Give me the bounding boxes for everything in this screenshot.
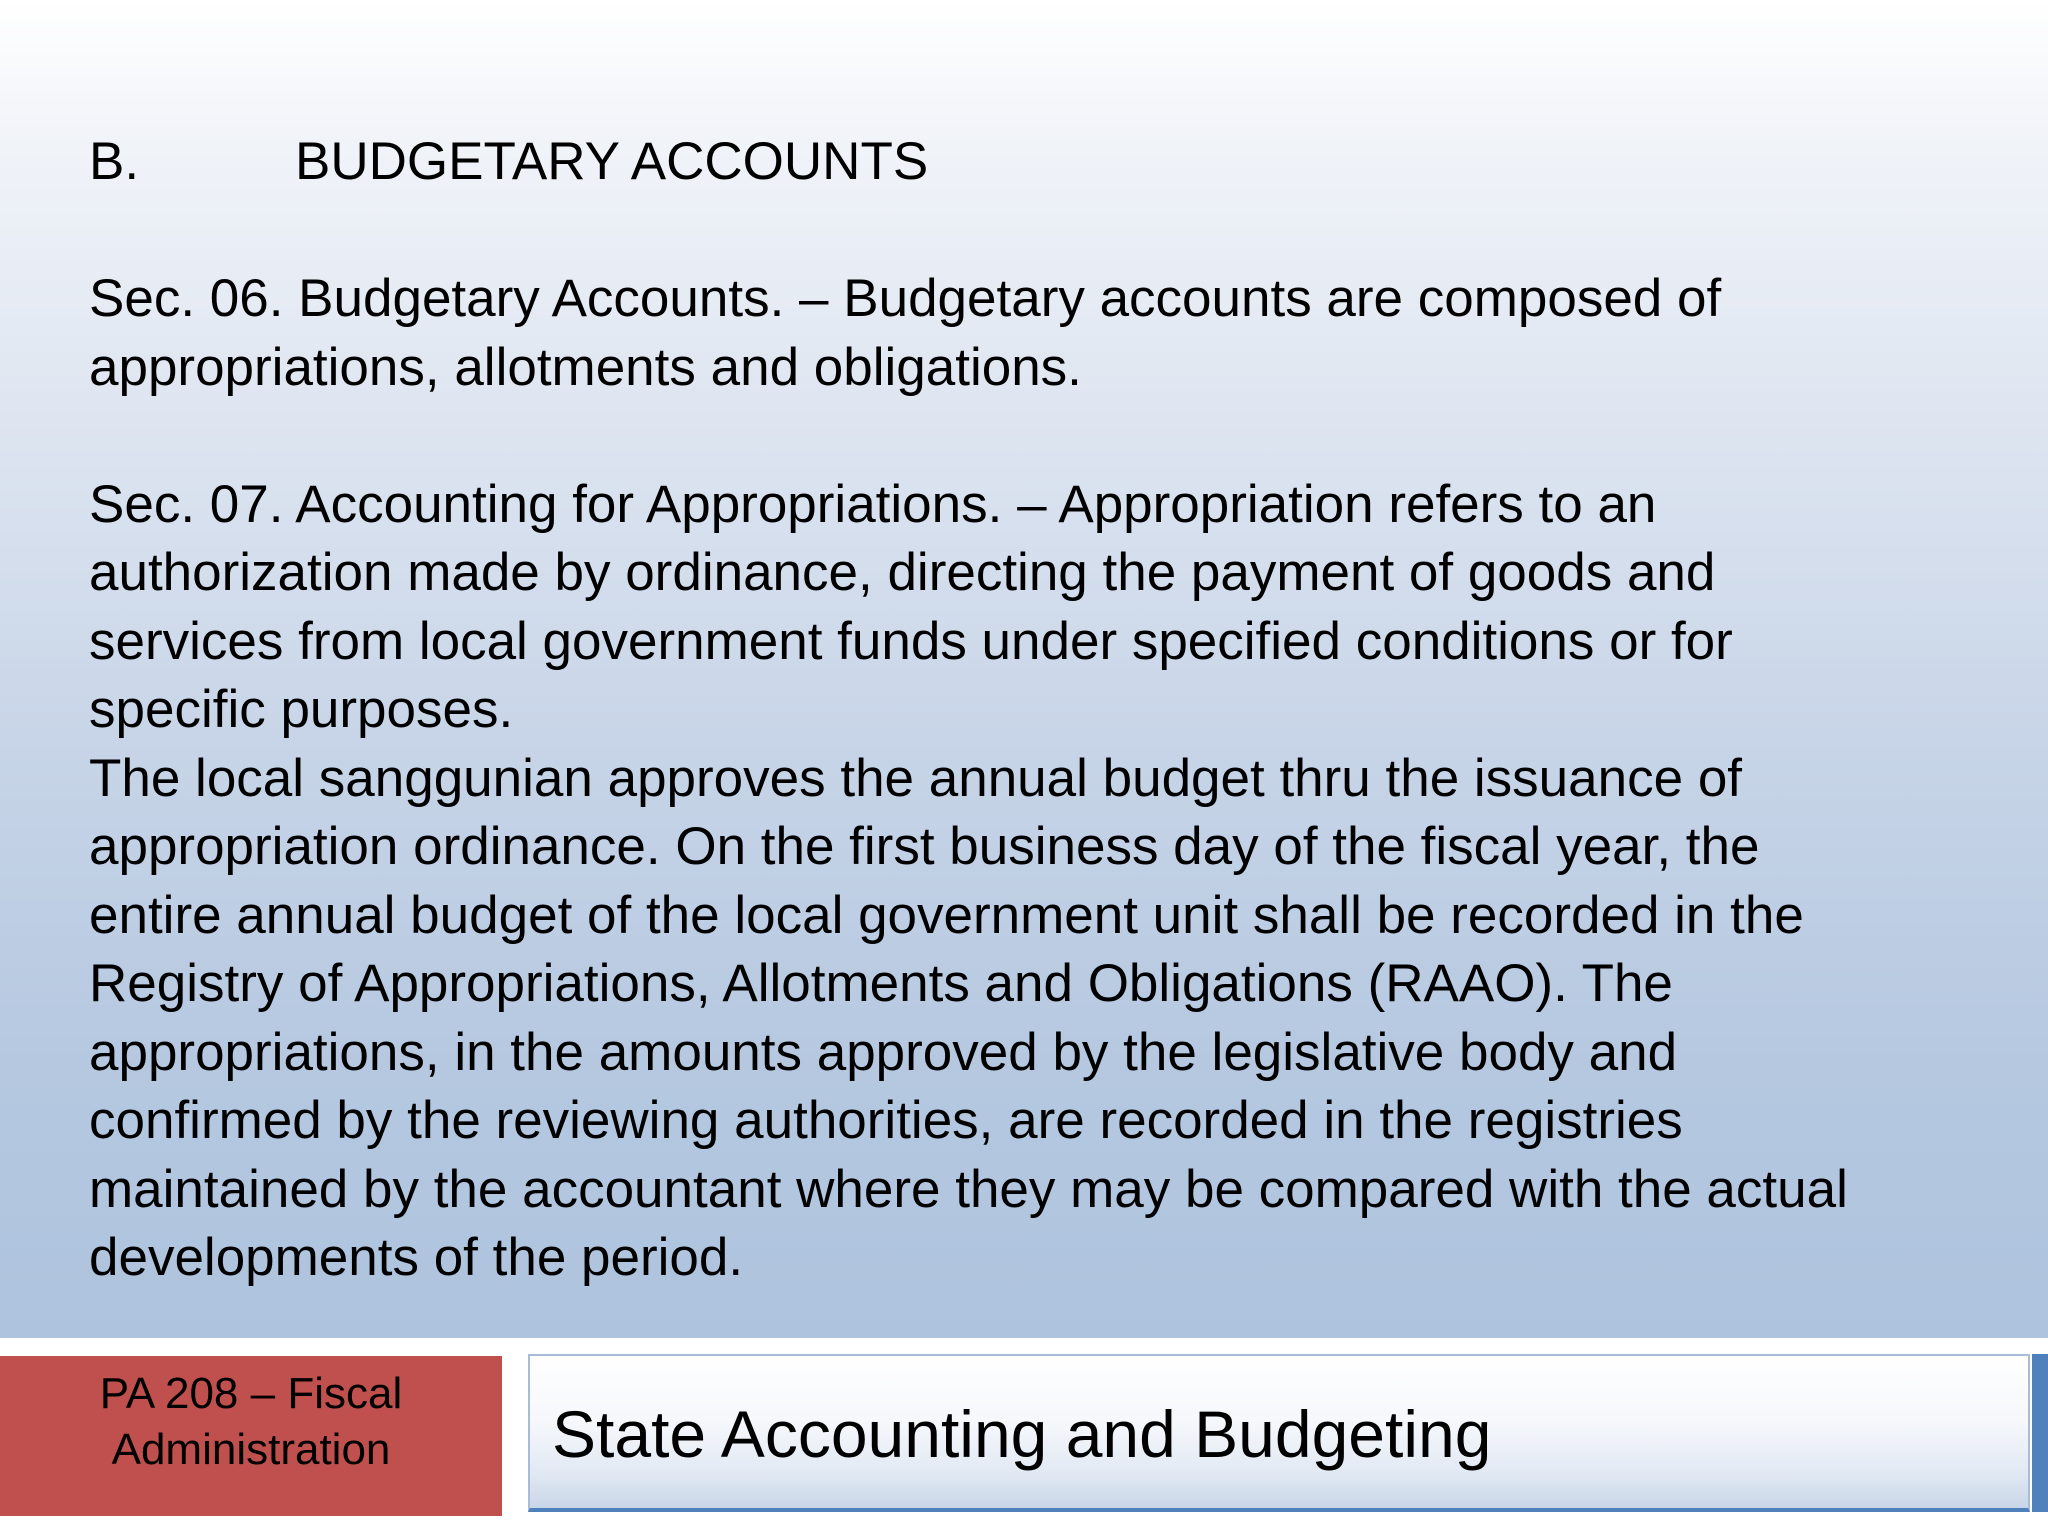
sec07-line: appropriation ordinance. On the first business day of the fiscal year, the: [89, 817, 1760, 876]
course-label-box: [0, 1356, 502, 1516]
sec07-line: confirmed by the reviewing authorities, are recorded in the registries: [89, 1091, 1683, 1150]
footer-title: State Accounting and Budgeting: [552, 1397, 1492, 1471]
section-heading: [89, 128, 2009, 197]
footer-title-box: [528, 1354, 2030, 1512]
spacer: [89, 197, 2009, 266]
body-text: [89, 128, 2009, 1293]
sec07-line: authorization made by ordinance, directing the payment of goods and: [89, 543, 1716, 602]
sec07-line: specific purposes.: [89, 680, 514, 739]
sec07-line: services from local government funds under specified conditions or for: [89, 611, 1733, 671]
sec07-line: The local sanggunian approves the annual budget thru the issuance of: [89, 748, 1743, 808]
sec06-line: Sec. 06. Budgetary Accounts. – Budgetary accounts are composed of: [89, 269, 1722, 328]
sec07-line: Registry of Appropriations, Allotments and Obligations (RAAO). The: [89, 954, 1673, 1013]
spacer: [89, 402, 2009, 471]
heading-letter: B.: [89, 132, 140, 191]
sec07-line: appropriations, in the amounts approved by the legislative body and: [89, 1022, 1678, 1082]
heading-title: BUDGETARY ACCOUNTS: [295, 132, 929, 191]
footer-accent-bar: [2032, 1354, 2048, 1512]
sec06-line: appropriations, allotments and obligations.: [89, 337, 1082, 397]
sec07-line: maintained by the accountant where they may be compared with the actual: [89, 1159, 1848, 1219]
course-label-line2: Administration: [111, 1425, 391, 1474]
sec07-line: developments of the period.: [89, 1228, 744, 1287]
course-label-line1: PA 208 – Fiscal: [99, 1369, 403, 1418]
sec07-line: Sec. 07. Accounting for Appropriations. – Appropriation refers to an: [89, 474, 1657, 534]
sec07-line: entire annual budget of the local government unit shall be recorded in the: [89, 885, 1804, 945]
